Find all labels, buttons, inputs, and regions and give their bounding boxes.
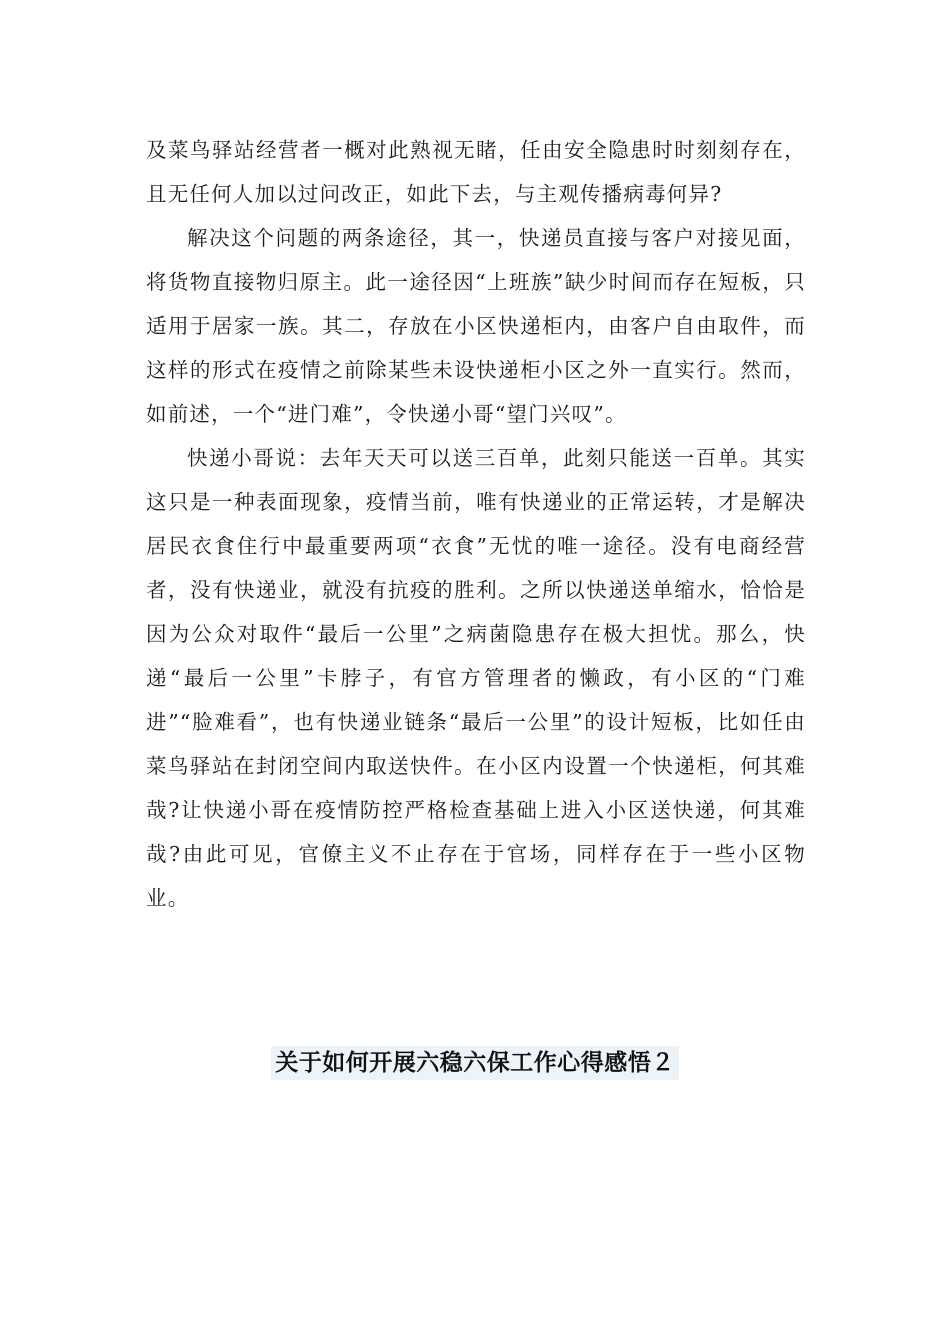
section-heading-wrap [0, 1046, 950, 1080]
section-heading: 关于如何开展六稳六保工作心得感悟２ [271, 1046, 679, 1080]
document-body [146, 128, 806, 920]
paragraph-two-approaches: 解决这个问题的两条途径，其一，快递员直接与客户对接见面，将货物直接物归原主。此一途径因“上班族”缺少时间而存在短板，只适用于居家一族。其二，存放在小区快递柜内，由客户自由取件，而这样的形式在疫情之前除某些未设快递柜小区之外一直实行。然而，如前述，一个“进门难”，令快递小哥“望门兴叹”。 [146, 226, 806, 426]
paragraph-continuation: 及菜鸟驿站经营者一概对此熟视无睹，任由安全隐患时时刻刻存在，且无任何人加以过问改正，如此下去，与主观传播病毒何异? [146, 138, 806, 206]
paragraph-courier-says: 快递小哥说：去年天天可以送三百单，此刻只能送一百单。其实这只是一种表面现象，疫情当前，唯有快递业的正常运转，才是解决居民衣食住行中最重要两项“衣食”无忧的唯一途径。没有电商经营者，没有快递业，就没有抗疫的胜利。之所以快递送单缩水，恰恰是因为公众对取件“最后一公里”之病菌隐患存在极大担忧。那么，快递“最后一公里”卡脖子，有官方管理者的懒政，有小区的“门难进”“脸难看”，也有快递业链条“最后一公里”的设计短板，比如任由菜鸟驿站在封闭空间内取送快件。在小区内设置一个快递柜，何其难哉?让快递小哥在疫情防控严格检查基础上进入小区送快递，何其难哉?由此可见，官僚主义不止存在于官场，同样存在于一些小区物业。 [146, 446, 806, 910]
